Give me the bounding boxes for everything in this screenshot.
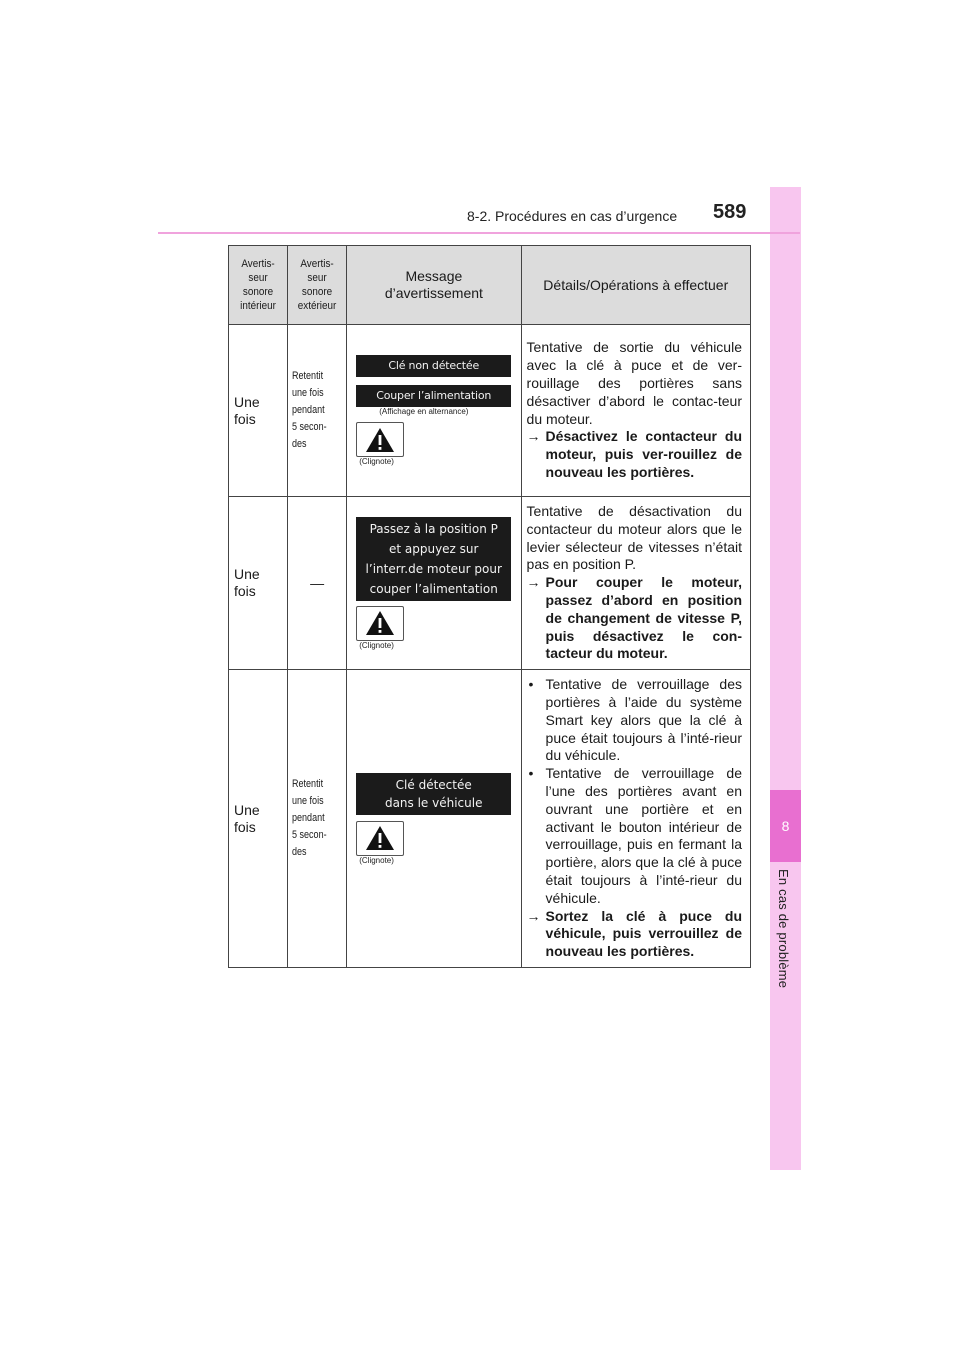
interior-buzzer-cell: Une fois xyxy=(229,670,288,968)
warning-triangle-icon xyxy=(356,422,404,457)
warning-triangle-icon xyxy=(356,606,404,641)
page-number: 589 xyxy=(713,201,747,223)
interior-buzzer-cell: Une fois xyxy=(229,497,288,670)
arrow-icon: → xyxy=(526,428,541,445)
icon-caption: (Clignote) xyxy=(359,457,394,466)
details-cell xyxy=(521,670,750,968)
message-display: Clé non détectée xyxy=(356,355,511,377)
header-warning-message: Message d’avertissement xyxy=(347,246,521,325)
header-exterior-buzzer: Avertis- seur sonore extérieur xyxy=(288,246,347,325)
warning-table xyxy=(228,245,751,968)
display-caption: (Affichage en alternance) xyxy=(379,407,469,416)
section-title: 8-2. Procédures en cas d’urgence xyxy=(467,208,678,224)
action-text: Pour couper le moteur, passez d’abord en position de changement de vitesse P, puis désactivez le con-tacteur du moteur. xyxy=(545,574,742,662)
exterior-buzzer-cell: Retentit une fois pendant 5 secon- des xyxy=(288,325,347,497)
table-row xyxy=(229,497,751,670)
warning-message-cell xyxy=(347,325,521,497)
arrow-icon: → xyxy=(526,907,541,924)
table-header-row xyxy=(229,246,751,325)
chapter-number: 8 xyxy=(770,790,801,862)
action-text: Désactivez le contacteur du moteur, puis ver-rouillez de nouveau les portières. xyxy=(545,428,742,480)
bullet: • xyxy=(528,676,534,693)
details-bullet-text: Tentative de verrouillage des portières à l’aide du système Smart key alors que la clé à puce était toujours à l’inté-rieur du véhicule. xyxy=(545,676,742,764)
header-divider xyxy=(158,232,770,234)
interior-buzzer-cell: Une fois xyxy=(229,325,288,497)
arrow-icon: → xyxy=(526,574,541,591)
icon-caption: (Clignote) xyxy=(359,640,394,650)
chapter-side-tab xyxy=(770,187,801,1170)
details-cell xyxy=(521,497,750,670)
message-display: Clé détectée dans le véhicule xyxy=(356,773,511,815)
warning-message-cell xyxy=(347,670,521,968)
header-details: Détails/Opérations à effectuer xyxy=(521,246,750,325)
message-display: Couper l’alimentation xyxy=(356,385,511,407)
details-text: Tentative de désactivation du contacteur du moteur alors que le levier sélecteur de vitesses n’était pas en position P. xyxy=(526,503,742,573)
table-row xyxy=(229,325,751,497)
exterior-buzzer-cell: — xyxy=(288,497,347,670)
warning-triangle-icon xyxy=(356,821,404,856)
bullet: • xyxy=(528,765,534,782)
table-row xyxy=(229,670,751,968)
header-interior-buzzer: Avertis- seur sonore intérieur xyxy=(229,246,288,325)
icon-caption: (Clignote) xyxy=(359,855,394,865)
details-text: Tentative de sortie du véhicule avec la clé à puce et de ver-rouillage des portières sans désactiver d’abord le contac-teur du moteur. xyxy=(526,339,742,427)
details-bullet-text: Tentative de verrouillage de l’une des portières avant en ouvrant une portière et en activant le bouton intérieur de verrouillage, puis en fermant la portière, alors que la clé à puce était toujours à l’inté-rieur du véhicule. xyxy=(545,765,742,906)
action-text: Sortez la clé à puce du véhicule, puis verrouillez de nouveau les portières. xyxy=(545,907,742,960)
header-divider-tab xyxy=(770,232,800,234)
details-cell xyxy=(521,325,750,497)
chapter-title: En cas de problème xyxy=(776,869,791,989)
exterior-buzzer-cell: Retentit une fois pendant 5 secon- des xyxy=(288,670,347,968)
message-display: Passez à la position P et appuyez sur l’interr.de moteur pour couper l’alimentation xyxy=(356,517,511,601)
warning-message-cell xyxy=(347,497,521,670)
